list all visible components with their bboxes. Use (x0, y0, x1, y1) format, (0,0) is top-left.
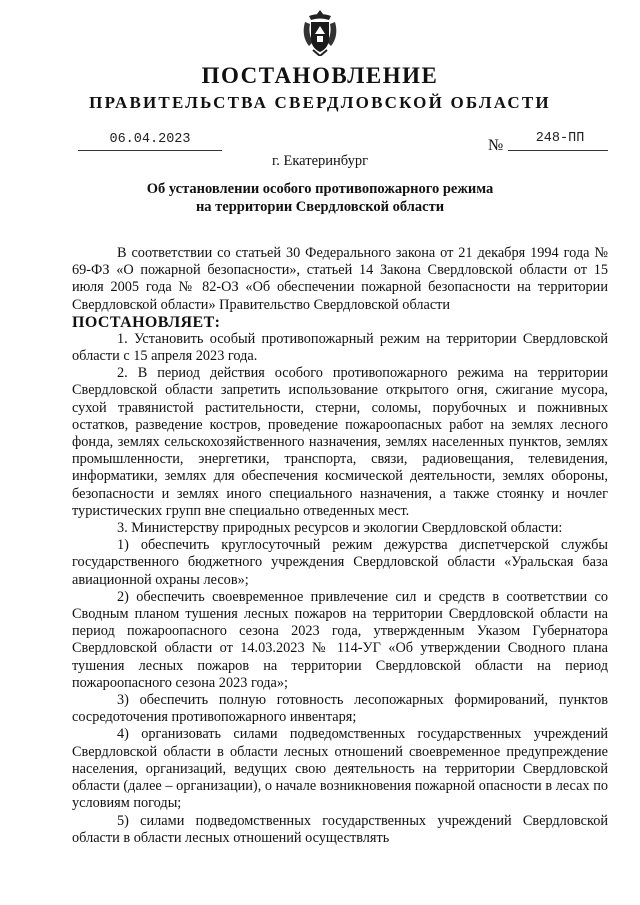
document-heading (100, 181, 540, 216)
document-issuer: ПРАВИТЕЛЬСТВА СВЕРДЛОВСКОЙ ОБЛАСТИ (89, 93, 551, 112)
number-sign: № (488, 137, 504, 154)
paragraph-3-3: 3) обеспечить полную готовность лесопожарных формирований, пунктов сосредоточения противопожарного инвентаря; (72, 692, 608, 726)
paragraph-3-2: 2) обеспечить своевременное привлечение сил и средств в соответствии со Сводным планом тушения лесных пожаров на территории Свердловской области на период пожароопасного сезона 2023 года, утвержденным Указом Губернатора Свердловской области от 14.03.2023 № 114-УГ «Об утверждении Сводного плана тушения лесных пожаров на территории Свердловской области на период пожароопасного сезона 2023 года»; (72, 588, 608, 691)
resolves-heading: ПОСТАНОВЛЯЕТ: (72, 313, 221, 331)
document-date: 06.04.2023 (109, 132, 191, 147)
issue-city: г. Екатеринбург (271, 153, 369, 169)
coat-of-arms-icon (301, 10, 339, 56)
paragraph-2: 2. В период действия особого противопожарного режима на территории Свердловской области запретить использование открытого огня, сжигание мусора, сухой травянистой растительности, стерни, соломы, порубочных и пожнивных остатков, разведение костров, проведение пожароопасных работ на землях лесного фонда, землях сельскохозяйственного назначения, землях населенных пунктов, землях промышленности, энергетики, транспорта, связи, радиовещания, телевидения, информатики, землях для обеспечения космической деятельности, землях обороны, безопасности и землях иного специального назначения, а также стоянку и ночлег туристических групп вне специально отведенных мест. (72, 365, 608, 519)
heading-line-2: на территории Свердловской области (195, 198, 445, 215)
intro-paragraph: В соответствии со статьей 30 Федерального закона от 21 декабря 1994 года № 69-ФЗ «О пожарной безопасности», статьей 14 Закона Свердловской области от 15 июля 2005 года № 82-ОЗ «Об обеспечении пожарной безопасности на территории Свердловской области» Правительство Свердловской области (72, 245, 608, 313)
paragraph-1: 1. Установить особый противопожарный режим на территории Свердловской области с 15 апреля 2023 года. (72, 330, 608, 365)
document-title: ПОСТАНОВЛЕНИЕ (201, 63, 439, 88)
date-underline (78, 150, 222, 151)
document-number: 248-ПП (535, 131, 585, 146)
paragraph-3-4: 4) организовать силами подведомственных государственных учреждений Свердловской области в области лесных отношений своевременное предупреждение населения, организаций, ведущих свою деятельность на территории Свердловской области (далее – организации), о начале возникновения пожарной опасности в лесах по условиям погоды; (72, 726, 608, 812)
document-body (72, 245, 608, 847)
heading-line-1: Об установлении особого противопожарного режима (146, 181, 494, 197)
paragraph-3: 3. Министерству природных ресурсов и экологии Свердловской области: (117, 520, 563, 537)
paragraph-3-1: 1) обеспечить круглосуточный режим дежурства диспетчерской службы государственного бюджетного учреждения Свердловской области «Уральская база авиационной охраны лесов»; (72, 537, 608, 588)
number-underline (508, 150, 608, 151)
paragraph-3-5: 5) силами подведомственных государственных учреждений Свердловской области в области лесных отношений осуществлять (72, 812, 608, 846)
